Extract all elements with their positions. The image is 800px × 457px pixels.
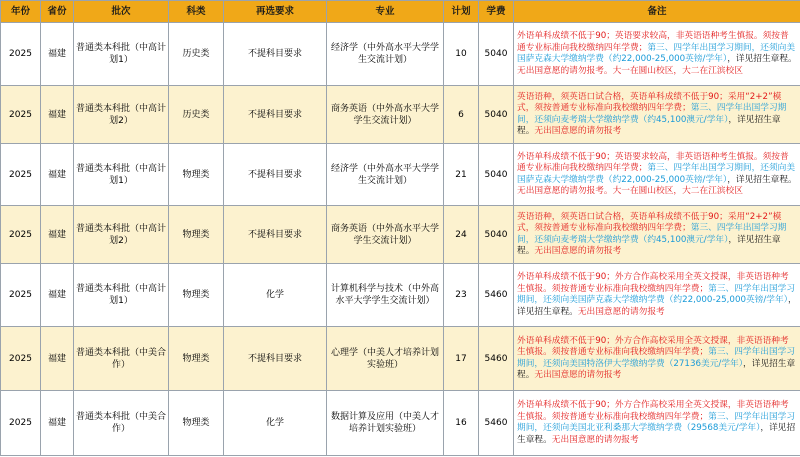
table-row — [1, 144, 800, 206]
cell-requirement: 不提科目要求 — [224, 144, 327, 206]
cell-province: 福建 — [41, 327, 74, 391]
cell-requirement: 不提科目要求 — [224, 327, 327, 391]
header-fee: 学费 — [479, 1, 514, 23]
cell-fee: 5460 — [479, 327, 514, 391]
cell-note — [514, 391, 800, 456]
note-text-red: 外语单科成绩不低于90；外方合作高校采用全英文授课，非英语语种考生慎报。须按普通专业标准向我校缴纳四年学费； — [517, 335, 789, 357]
note-text-black: ，详见招生章程。 — [517, 234, 781, 256]
header-plan: 计划 — [444, 1, 479, 23]
note-text-red: 英语语种，须英语口试合格，英语单科成绩不低于90；采用“2+2”模式，须按普通专业标准向我校缴纳四年学费； — [517, 91, 782, 113]
header-province: 省份 — [41, 1, 74, 23]
cell-subject: 物理类 — [169, 391, 224, 456]
cell-major: 经济学（中外高水平大学学生交流计划） — [327, 144, 444, 206]
note-text-red: 外语单科成绩不低于90；外方合作高校采用全英文授课，非英语语种考生慎报。须按普通专业标准向我校缴纳四年学费； — [517, 400, 789, 422]
cell-major: 商务英语（中外高水平大学学生交流计划） — [327, 86, 444, 144]
header-year: 年份 — [1, 1, 41, 23]
cell-fee: 5040 — [479, 86, 514, 144]
cell-fee: 5040 — [479, 144, 514, 206]
cell-batch: 普通类本科批（中美合作） — [74, 391, 169, 456]
header-note: 备注 — [514, 1, 800, 23]
table-row — [1, 206, 800, 264]
cell-province: 福建 — [41, 86, 74, 144]
table-row — [1, 391, 800, 456]
cell-plan: 24 — [444, 206, 479, 264]
cell-plan: 17 — [444, 327, 479, 391]
cell-fee: 5040 — [479, 206, 514, 264]
cell-province: 福建 — [41, 23, 74, 86]
cell-province: 福建 — [41, 144, 74, 206]
cell-major: 商务英语（中外高水平大学学生交流计划） — [327, 206, 444, 264]
cell-batch: 普通类本科批（中高计划2） — [74, 206, 169, 264]
cell-requirement: 化学 — [224, 391, 327, 456]
note-text-red: 外语单科成绩不低于90；外方合作高校采用全英文授课，非英语语种考生慎报。须按普通专业标准向我校缴纳四年学费； — [517, 272, 789, 294]
cell-subject: 物理类 — [169, 264, 224, 327]
note-text-black: ，详见招生章程。 — [517, 423, 796, 445]
cell-year: 2025 — [1, 144, 41, 206]
note-text-red: 无出国意愿的请勿报考 — [577, 306, 665, 317]
cell-plan: 6 — [444, 86, 479, 144]
note-text-red: 无出国意愿的请勿报考 — [534, 126, 622, 136]
cell-batch: 普通类本科批（中高计划1） — [74, 264, 169, 327]
note-text-red: 无出国意愿的请勿报考 — [534, 370, 622, 380]
note-text-blue: 第三、四学年出国学习期间，还须向麦考瑞大学缴纳学费（约45,100澳元/学年） — [517, 103, 787, 125]
cell-requirement: 不提科目要求 — [224, 206, 327, 264]
table-row — [1, 86, 800, 144]
note-text-red: 英语语种，须英语口试合格，英语单科成绩不低于90；采用“2+2”模式，须按普通专业标准向我校缴纳四年学费； — [517, 211, 782, 233]
cell-subject: 物理类 — [169, 206, 224, 264]
cell-fee: 5460 — [479, 264, 514, 327]
header-requirement: 再选要求 — [224, 1, 327, 23]
cell-note — [514, 206, 800, 264]
cell-subject: 历史类 — [169, 86, 224, 144]
cell-province: 福建 — [41, 264, 74, 327]
note-text-black: ，详见招生章程。 — [517, 295, 797, 317]
table-header-row — [1, 1, 800, 23]
cell-year: 2025 — [1, 264, 41, 327]
note-text-blue: 第三、四学年出国学习期间，还须向美国特洛伊大学缴纳学费（27136美元/学年） — [517, 347, 795, 369]
cell-fee: 5040 — [479, 23, 514, 86]
cell-plan: 21 — [444, 144, 479, 206]
cell-note — [514, 327, 800, 391]
cell-batch: 普通类本科批（中高计划1） — [74, 23, 169, 86]
note-text-blue: 第三、四学年出国学习期间，还须向美国萨克森大学缴纳学费（约22,000-25,000英镑/学年） — [517, 283, 795, 305]
cell-plan: 16 — [444, 391, 479, 456]
table-row — [1, 23, 800, 86]
note-text-red: 外语单科成绩不低于90；英语要求较高，非英语语种考生慎报。须按普通专业标准向我校缴纳四年学费； — [517, 151, 789, 173]
cell-batch: 普通类本科批（中高计划1） — [74, 144, 169, 206]
cell-major: 数据计算及应用（中美人才培养计划实验班） — [327, 391, 444, 456]
cell-year: 2025 — [1, 327, 41, 391]
note-text-red: 外语单科成绩不低于90；英语要求较高，非英语语种考生慎报。须按普通专业标准向我校缴纳四年学费； — [517, 31, 789, 53]
cell-plan: 10 — [444, 23, 479, 86]
note-text-red: 无出国意愿的请勿报考 — [551, 434, 639, 445]
cell-requirement: 化学 — [224, 264, 327, 327]
table-row — [1, 327, 800, 391]
header-batch: 批次 — [74, 1, 169, 23]
note-text-black: ，详见招生章程。 — [517, 114, 781, 136]
note-text-blue: 第三、四学年出国学习期间，还须向美国萨克森大学缴纳学费（约22,000-25,000英镑/学年） — [517, 163, 795, 185]
note-text-black: ，详见招生章程。 — [727, 54, 797, 64]
note-text-blue: 第三、四学年出国学习期间，还须向麦考瑞大学缴纳学费（约45,100澳元/学年） — [517, 223, 787, 245]
cell-requirement: 不提科目要求 — [224, 23, 327, 86]
cell-subject: 物理类 — [169, 144, 224, 206]
cell-note — [514, 86, 800, 144]
cell-note — [514, 144, 800, 206]
note-text-red: 无出国意愿的请勿报考 — [534, 246, 622, 256]
cell-year: 2025 — [1, 23, 41, 86]
cell-note — [514, 264, 800, 327]
cell-major: 计算机科学与技术（中外高水平大学学生交流计划） — [327, 264, 444, 327]
cell-major: 心理学（中美人才培养计划实验班） — [327, 327, 444, 391]
cell-requirement: 不提科目要求 — [224, 86, 327, 144]
cell-note — [514, 23, 800, 86]
note-text-red: 无出国意愿的请勿报考。大一在圆山校区，大二在江滨校区 — [517, 65, 743, 76]
cell-batch: 普通类本科批（中美合作） — [74, 327, 169, 391]
table-row — [1, 264, 800, 327]
cell-plan: 23 — [444, 264, 479, 327]
cell-batch: 普通类本科批（中高计划2） — [74, 86, 169, 144]
cell-year: 2025 — [1, 86, 41, 144]
note-text-blue: 第三、四学年出国学习期间，还须向美国北亚利桑那大学缴纳学费（29568美元/学年） — [517, 411, 795, 433]
cell-major: 经济学（中外高水平大学学生交流计划） — [327, 23, 444, 86]
note-text-black: ，详见招生章程。 — [727, 174, 797, 185]
cell-year: 2025 — [1, 206, 41, 264]
cell-province: 福建 — [41, 206, 74, 264]
note-text-black: ，详见招生章程。 — [517, 358, 796, 380]
cell-subject: 物理类 — [169, 327, 224, 391]
header-major: 专业 — [327, 1, 444, 23]
cell-province: 福建 — [41, 391, 74, 456]
cell-fee: 5460 — [479, 391, 514, 456]
cell-subject: 历史类 — [169, 23, 224, 86]
header-subject: 科类 — [169, 1, 224, 23]
note-text-red: 无出国意愿的请勿报考。大一在圆山校区，大二在江滨校区 — [517, 186, 743, 196]
cell-year: 2025 — [1, 391, 41, 456]
note-text-blue: 第三、四学年出国学习期间，还须向美国萨克森大学缴纳学费（约22,000-25,000英镑/学年） — [517, 42, 795, 64]
